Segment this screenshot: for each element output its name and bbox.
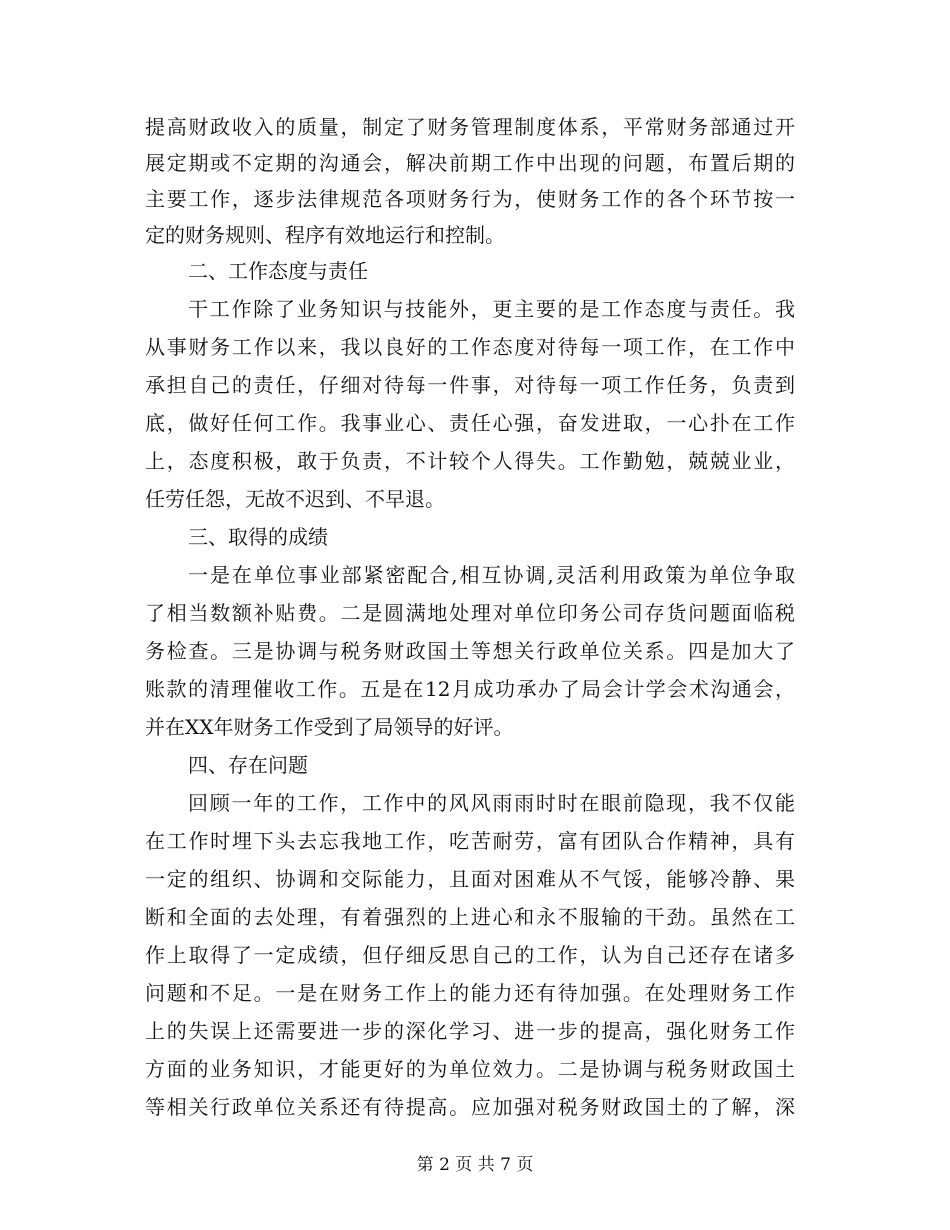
paragraph-line: 问题和不足。一是在财务工作上的能力还有待加强。在处理财务工作: [145, 981, 795, 1005]
paragraph-line: 展定期或不定期的沟通会，解决前期工作中出现的问题，布置后期的: [145, 151, 795, 175]
paragraph-line: 承担自己的责任，仔细对待每一件事，对待每一项工作任务，负责到: [145, 373, 795, 397]
paragraph-line: 断和全面的去处理，有着强烈的上进心和永不服输的干劲。虽然在工: [145, 905, 795, 929]
section-heading: 四、存在问题: [188, 753, 308, 777]
paragraph-line: 一是在单位事业部紧密配合,相互协调,灵活利用政策为单位争取: [188, 563, 795, 587]
paragraph-line: 定的财务规则、程序有效地运行和控制。: [145, 223, 505, 247]
paragraph-line: 上，态度积极，敢于负责，不计较个人得失。工作勤勉，兢兢业业，: [145, 449, 795, 473]
paragraph-line: 账款的清理催收工作。五是在12月成功承办了局会计学会术沟通会，: [145, 677, 795, 701]
paragraph-line: 主要工作，逐步法律规范各项财务行为，使财务工作的各个环节按一: [145, 187, 795, 211]
paragraph-line: 在工作时埋下头去忘我地工作，吃苦耐劳，富有团队合作精神，具有: [145, 829, 795, 853]
paragraph-line: 底，做好任何工作。我事业心、责任心强，奋发进取，一心扑在工作: [145, 411, 795, 435]
section-heading: 三、取得的成绩: [188, 525, 328, 549]
paragraph-line: 并在XX年财务工作受到了局领导的好评。: [145, 715, 514, 739]
paragraph-line: 作上取得了一定成绩，但仔细反思自己的工作，认为自己还存在诸多: [145, 943, 795, 967]
paragraph-line: 回顾一年的工作，工作中的风风雨雨时时在眼前隐现，我不仅能: [188, 791, 795, 815]
paragraph-line: 务检查。三是协调与税务财政国土等想关行政单位关系。四是加大了: [145, 639, 795, 663]
section-heading: 二、工作态度与责任: [188, 259, 368, 283]
paragraph-line: 提高财政收入的质量，制定了财务管理制度体系，平常财务部通过开: [145, 115, 795, 139]
paragraph-line: 任劳任怨，无故不迟到、不早退。: [145, 487, 445, 511]
paragraph-line: 上的失误上还需要进一步的深化学习、进一步的提高，强化财务工作: [145, 1019, 795, 1043]
paragraph-line: 从事财务工作以来，我以良好的工作态度对待每一项工作，在工作中: [145, 335, 795, 359]
page-footer: 第 2 页 共 7 页: [416, 1155, 534, 1175]
paragraph-line: 一定的组织、协调和交际能力，且面对困难从不气馁，能够冷静、果: [145, 867, 795, 891]
paragraph-line: 等相关行政单位关系还有待提高。应加强对税务财政国土的了解，深: [145, 1095, 795, 1119]
paragraph-line: 了相当数额补贴费。二是圆满地处理对单位印务公司存货问题面临税: [145, 601, 795, 625]
paragraph-line: 干工作除了业务知识与技能外，更主要的是工作态度与责任。我: [188, 297, 795, 321]
paragraph-line: 方面的业务知识，才能更好的为单位效力。二是协调与税务财政国土: [145, 1057, 795, 1081]
